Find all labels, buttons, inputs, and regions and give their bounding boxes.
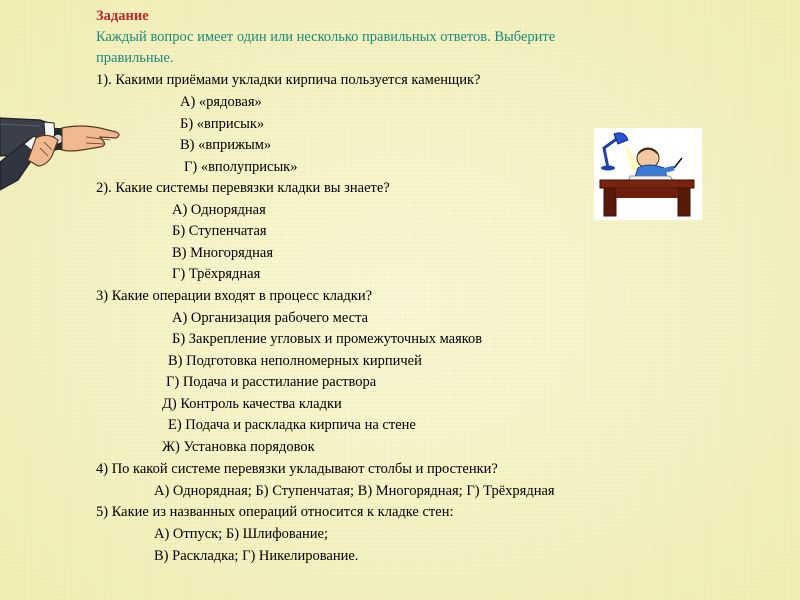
q2-option-c: В) Многорядная [172,245,274,261]
q5-options-line-1: А) Отпуск; Б) Шлифование; [154,526,328,542]
q3-option-e: Д) Контроль качества кладки [162,396,342,412]
instructions-line-2: правильные. [96,50,174,66]
instructions-line-1: Каждый вопрос имеет один или несколько правильных ответов. Выберите [96,29,556,45]
q4-options: А) Однорядная; Б) Ступенчатая; В) Многорядная; Г) Трёхрядная [154,483,555,499]
q1-option-c: В) «вприжым» [180,137,272,153]
q2-option-d: Г) Трёхрядная [172,266,261,282]
q3-option-d: Г) Подача и расстилание раствора [166,374,377,390]
page-title: Задание [96,8,149,24]
question-4: 4) По какой системе перевязки укладывают столбы и простенки? [96,461,498,477]
q3-option-a: А) Организация рабочего места [172,310,369,326]
q5-options-line-2: В) Раскладка; Г) Никелирование. [154,548,359,564]
student-at-desk-with-lamp-icon [594,128,702,220]
question-1: 1). Какими приёмами укладки кирпича пользуется каменщик? [96,72,481,88]
q3-option-b: Б) Закрепление угловых и промежуточных маяков [172,331,483,347]
question-5: 5) Какие из названных операций относится к кладке стен: [96,504,454,520]
q2-option-b: Б) Ступенчатая [172,223,267,239]
question-3: 3) Какие операции входят в процесс кладки? [96,288,373,304]
q3-option-c: В) Подготовка неполномерных кирпичей [168,353,422,369]
q3-option-f: Е) Подача и раскладка кирпича на стене [168,417,416,433]
q1-option-a: А) «рядовая» [180,94,262,110]
q1-option-d: Г) «вполуприсык» [184,159,298,175]
q1-option-b: Б) «вприсык» [180,116,265,132]
q2-option-a: А) Однорядная [172,202,266,218]
q3-option-g: Ж) Установка порядовок [162,439,315,455]
question-2: 2). Какие системы перевязки кладки вы знаете? [96,180,390,196]
